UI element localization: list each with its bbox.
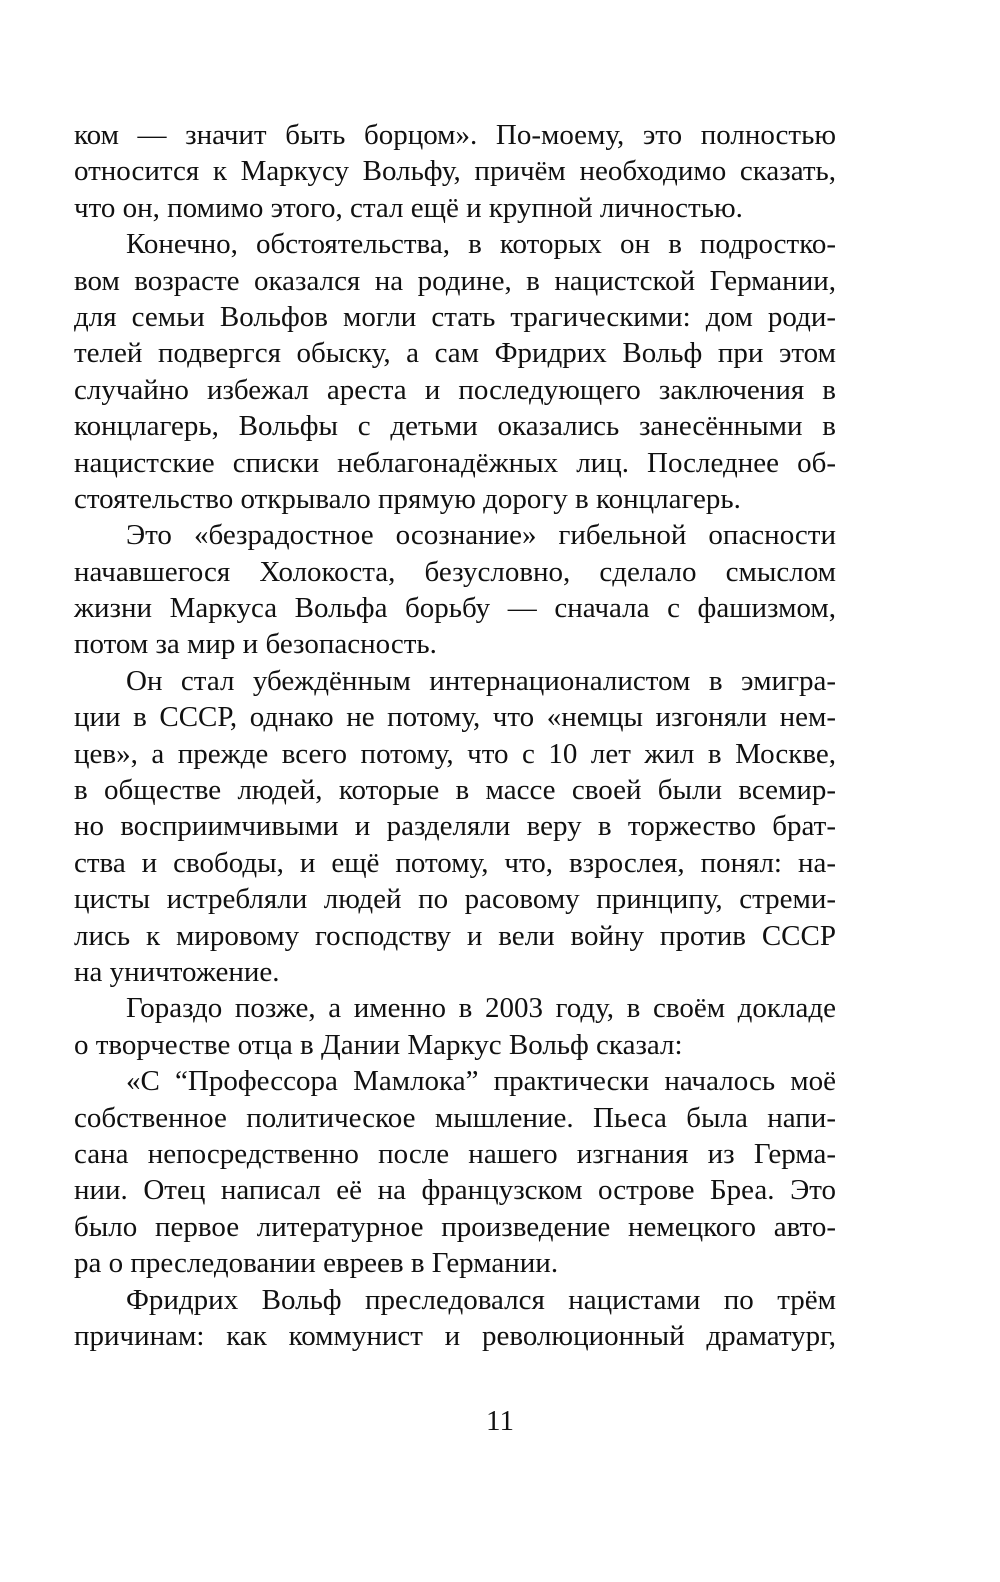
page-number: 11	[486, 1405, 514, 1437]
text-line: случайно избежал ареста и последующего заключения в	[74, 373, 836, 406]
text-line: лись к мировому господству и вели войну против СССР	[74, 919, 836, 952]
text-line: цисты истребляли людей по расовому принципу, стреми-	[74, 883, 836, 916]
text-line: потом за мир и безопасность.	[74, 628, 437, 661]
text-line: концлагерь, Вольфы с детьми оказались занесёнными в	[74, 410, 836, 443]
text-line: относится к Маркусу Вольфу, причём необходимо сказать,	[74, 155, 836, 188]
book-page-text	[74, 117, 836, 1354]
text-line: на уничтожение.	[74, 955, 280, 988]
text-line: Он стал убеждённым интернационалистом в эмигра-	[126, 664, 836, 697]
text-line: начавшегося Холокоста, безусловно, сделало смыслом	[74, 555, 836, 588]
text-line: Конечно, обстоятельства, в которых он в подростко-	[126, 228, 836, 261]
text-line: Это «безрадостное осознание» гибельной опасности	[126, 519, 836, 552]
text-line: ства и свободы, и ещё потому, что, взрослея, понял: на-	[74, 846, 836, 879]
text-line: в обществе людей, которые в массе своей были всемир-	[74, 774, 836, 807]
text-line: телей подвергся обыску, а сам Фридрих Вольф при этом	[74, 337, 836, 370]
text-line: ции в СССР, однако не потому, что «немцы изгоняли нем-	[74, 701, 836, 734]
text-line: для семьи Вольфов могли стать трагическими: дом роди-	[74, 300, 836, 333]
text-line: что он, помимо этого, стал ещё и крупной личностью.	[74, 191, 743, 224]
text-line: ком — значит быть борцом». По-моему, это полностью	[74, 119, 836, 151]
text-line: нацистские списки неблагонадёжных лиц. Последнее об-	[74, 446, 836, 479]
text-line: причинам: как коммунист и революционный драматург,	[74, 1319, 836, 1352]
text-line: нии. Отец написал её на французском острове Бреа. Это	[74, 1174, 836, 1207]
text-line: ра о преследовании евреев в Германии.	[74, 1247, 559, 1280]
text-line: Фридрих Вольф преследовался нацистами по трём	[126, 1283, 836, 1316]
text-line: жизни Маркуса Вольфа борьбу — сначала с фашизмом,	[74, 592, 836, 625]
text-line: Гораздо позже, а именно в 2003 году, в своём докладе	[126, 992, 836, 1025]
text-line: сана непосредственно после нашего изгнания из Герма-	[74, 1137, 836, 1170]
text-line: «С “Профессора Мамлока” практически началось моё	[126, 1065, 836, 1098]
text-line: вом возрасте оказался на родине, в нацистской Германии,	[74, 264, 836, 297]
text-line: собственное политическое мышление. Пьеса была напи-	[74, 1101, 836, 1134]
text-line: стоятельство открывало прямую дорогу в концлагерь.	[74, 482, 741, 515]
text-line: но восприимчивыми и разделяли веру в торжество брат-	[74, 810, 836, 843]
text-line: цев», а прежде всего потому, что с 10 лет жил в Москве,	[74, 737, 836, 770]
text-line: было первое литературное произведение немецкого авто-	[74, 1210, 836, 1243]
text-line: о творчестве отца в Дании Маркус Вольф сказал:	[74, 1028, 683, 1061]
